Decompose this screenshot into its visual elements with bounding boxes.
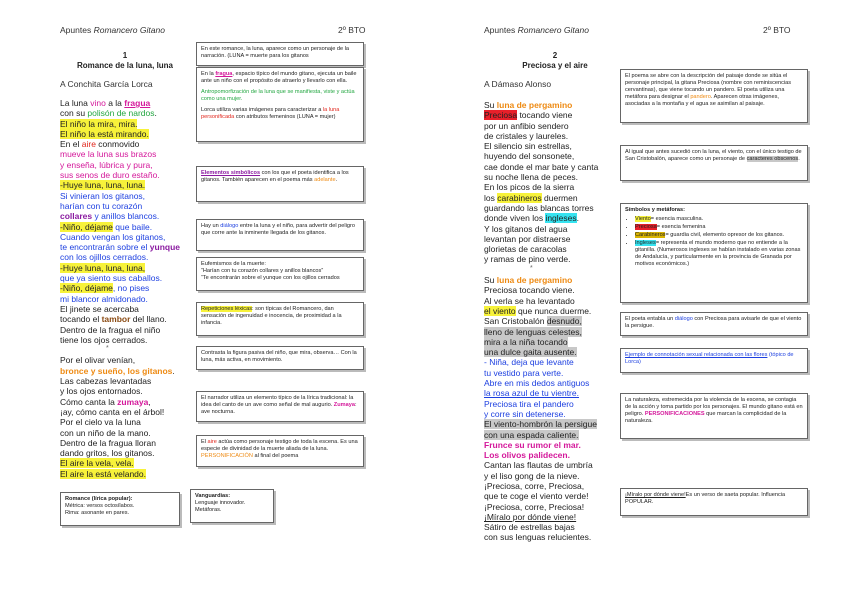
poem2-line [484, 172, 598, 182]
poem1-line-segment: dando gritos, los gitanos. [60, 448, 155, 459]
poem1-line [60, 448, 180, 458]
page2-header-right: 2º BTO [763, 25, 791, 35]
poem1-line-segment: del llano. [130, 314, 167, 325]
poem1-line-segment: que baile. [112, 221, 153, 232]
symbol-item [635, 216, 803, 223]
poem2-line [484, 193, 598, 203]
poem1-line [60, 222, 180, 232]
note-text: La naturaleza, estremecida por la violencia de la escena, se contagia de la acción y toma partido por los personajes. El mundo gitano está en peligro. [625, 397, 803, 417]
poem1-line-segment: Cómo canta la [60, 396, 118, 407]
poem2-line-segment: luna de pergamino [496, 275, 573, 286]
poem1-line-segment: Las cabezas levantadas [60, 376, 152, 387]
note-orange-text: PERSONIFICACIÓN [201, 453, 253, 459]
poem1-line-segment: -Niño, déjame [60, 283, 113, 294]
poem2-line-segment: Y los gitanos del agua [484, 223, 568, 234]
poem2-line [484, 131, 598, 141]
poem1-line-segment: . [154, 108, 157, 119]
poem1-line [60, 407, 180, 417]
poem1-line [60, 149, 180, 159]
poem1-line [60, 366, 180, 376]
poem1-line-segment: conmovido [95, 139, 140, 150]
poem1-line-segment: sus senos de duro estaño. [60, 170, 160, 181]
poem2-line-segment: Sátiro de estrellas bajas [484, 522, 575, 533]
symbol-item [635, 240, 803, 268]
poem1-line [60, 438, 180, 448]
symbol-item [635, 232, 803, 239]
poem2-line-segment: y el liso gong de la nieve. [484, 470, 580, 481]
poem2-line-segment: que te coge el viento verde! [484, 491, 589, 502]
poem2-line-segment: huyendo del sonsonete, [484, 151, 575, 162]
symbols-title: Símbolos y metáforas: [625, 207, 685, 213]
poem2-line-segment: En los picos de la sierra [484, 182, 575, 193]
page1-header-label: Apuntes [60, 25, 92, 35]
poem2-line [484, 337, 598, 347]
poem2-line [484, 100, 598, 110]
poem1-line [60, 397, 180, 407]
poem1-line-segment: harían con tu corazón [60, 200, 143, 211]
poem1-line-segment: yunque [149, 242, 181, 253]
poem1-line-segment: El niño la está mirando. [60, 128, 149, 139]
poem1-line [60, 458, 180, 468]
note-highlight: caracteres obscenos [746, 156, 799, 162]
romance-box-line1: Métrica: versos octosílabos. [65, 503, 135, 509]
note-text: “Harían con tu corazón collares y anillos blancos” [201, 268, 324, 274]
symbol-key: Viento [635, 216, 651, 222]
note-blue-text: Ejemplo de connotación sexual relacionada con las flores [625, 352, 768, 358]
poem1-line [60, 211, 180, 221]
poem1-line-segment: collares [60, 211, 93, 222]
note-text: “Te encontrarán sobre el yunque con los ojillos cerrados [201, 275, 340, 281]
poem1-line-segment: polisón de nardos [87, 108, 155, 119]
poem1-line [60, 304, 180, 314]
poem1-line-segment: La luna [60, 98, 91, 108]
poem1-line [60, 98, 180, 108]
note-keyword: Elementos simbólicos [201, 170, 261, 176]
poem1-line-segment: El aire la está velando. [60, 468, 146, 479]
note-blue-text: diálogo [220, 223, 239, 229]
poem2-line [484, 409, 598, 419]
note-2-5 [620, 348, 808, 373]
poem1-line-segment: . [172, 365, 175, 376]
poem2-line [484, 471, 598, 481]
poem2-line-segment: ¡Míralo por dónde viene! [484, 511, 577, 522]
poem2-line [484, 327, 598, 337]
poem2-line [484, 213, 598, 223]
poem2-line [484, 347, 598, 357]
poem2-line-segment: carabineros [497, 192, 542, 203]
note-text: En este romance, la luna, aparece como un personaje de la narración. (LUNA = muerte para los gitanos [201, 46, 350, 59]
poem1-line-segment: bronce y sueño, los gitanos [60, 365, 173, 376]
symbols-list [625, 216, 803, 268]
poem2-line-segment: * [530, 264, 533, 272]
poem1-line [60, 180, 180, 190]
poem2-line-segment: - Niña, deja que levante [484, 357, 574, 368]
poem2-line [484, 512, 598, 522]
poem1-line [60, 232, 180, 242]
note-keyword: ¡Míralo por dónde viene! [625, 492, 686, 498]
poem1-line-segment: -Huye luna, luna, luna, [60, 262, 146, 273]
poem2-line [484, 296, 598, 306]
note-text: : son típicas del Romancero, dan sensación de ingenuidad e inocencia, de proximidad a la infancia. [201, 306, 342, 326]
note-green-text: Antropomorfización de la luna que se manifiesta, viste y actúa como una mujer. [201, 89, 355, 102]
poem2-line [484, 502, 598, 512]
poem1-line-segment: y anillos blancos. [92, 211, 160, 222]
poem2-line [484, 460, 598, 470]
note-text: Contrasta la figura pasiva del niño, que mira, observa… Con la luna, más activa, en movimiento. [201, 350, 357, 363]
romance-box-title: Romance (lírica popular): [65, 496, 133, 502]
note-text: actúa como personaje testigo de toda la escena. Es una especie de divinidad de la muerte aliada de la luna. [201, 439, 358, 452]
poem2-line [484, 419, 598, 429]
poem2-line [484, 203, 598, 213]
poem1-line [60, 273, 180, 283]
note-2-2 [620, 145, 808, 181]
poem2-line-segment: ingleses [545, 213, 577, 224]
note-text: El [201, 439, 208, 445]
note-2-4 [620, 312, 808, 336]
poem1-line [60, 417, 180, 427]
note-orange-text: pandero [690, 94, 711, 100]
symbol-item [635, 224, 803, 231]
poem1-line-segment: te encontrarán sobre el [60, 242, 150, 253]
poem1-line-segment: y los ojos entornados. [60, 386, 143, 397]
poem1-line-segment: con los ojillos cerrados. [60, 252, 149, 263]
poem1-line [60, 160, 180, 170]
poem1-line-segment: Por el cielo va la luna [60, 417, 141, 428]
poem2-line [484, 399, 598, 409]
romance-box-line2: Rima: asonante en pares. [65, 510, 130, 516]
poem1-line-segment: El aire la vela, vela. [60, 458, 134, 469]
poem2-line-segment: El silencio sin estrellas, [484, 141, 572, 152]
poem2-line-segment: Cantan las flautas de umbría [484, 460, 593, 471]
symbol-value: = esencia masculina. [650, 216, 704, 222]
poem2-line-segment: ¡Preciosa, corre, Preciosa! [484, 501, 585, 512]
poem2-line [484, 357, 598, 367]
note-text: , espacio típico del mundo gitano, ejecuta un baile ante un niño con el propósito de atraerlo y llevarlo con ella. [201, 71, 357, 84]
note-1-4 [196, 219, 364, 251]
poem1-line [60, 263, 180, 273]
page2-title-block [490, 51, 620, 71]
note-highlight: Repeticiones léxicas [201, 306, 252, 312]
note-text: Lenguaje innovador. [195, 500, 246, 506]
poem2-line-segment: tu vestido para verte. [484, 367, 564, 378]
poem2-line-segment: desnudo, [546, 316, 582, 327]
poem1-line-segment: Cuando vengan los gitanos, [60, 231, 166, 242]
poem1-line [60, 242, 180, 252]
poem2-line-segment: con sus lenguas relucientes. [484, 532, 592, 543]
poem2-line-segment: Preciosa tocando viene. [484, 285, 575, 296]
poem2-line [484, 254, 598, 264]
poem1-line-segment: Dentro de la fragua el niño [60, 324, 161, 335]
poem1-line [60, 355, 180, 365]
note-keyword: Vanguardias: [195, 493, 231, 499]
poem1-line [60, 335, 180, 345]
note-text: entre la luna y el niño, para advertir del peligro que corre ante la inminente llegada de los gitanos. [201, 223, 355, 236]
poem2-line [484, 368, 598, 378]
poem2-line-segment: lleno de lenguas celestes, [484, 326, 582, 337]
page2-header-left [484, 25, 589, 35]
poem2-line [484, 440, 598, 450]
poem2-line-segment: Preciosa tira el pandero [484, 398, 574, 409]
poem1-line-segment: Dentro de la fragua lloran [60, 437, 156, 448]
poem1-line [60, 191, 180, 201]
poem2-line-segment: su noche llena de peces. [484, 172, 579, 183]
poem1-line [60, 252, 180, 262]
page1-header-left [60, 25, 165, 35]
poem1-line-segment: zumaya [117, 396, 149, 407]
note-text: El poeta entabla un [625, 316, 675, 322]
poem2-line-segment: guardando las blancas torres [484, 202, 594, 213]
poem2-line-segment: duermen [541, 192, 578, 203]
note-text: Lorca utiliza varias imágenes para caracterizar a [201, 107, 323, 113]
symbol-key: Carabineros [635, 232, 666, 238]
poem1-line-segment: mi blancor almidonado. [60, 293, 148, 304]
poem2-line [484, 522, 598, 532]
poem2-line [484, 162, 598, 172]
note-text: Eufemismos de la muerte: [201, 261, 266, 267]
poem2-line-segment: Preciosa [484, 110, 518, 121]
note-1-2 [196, 67, 364, 142]
poem2-line-segment: mira a la niña tocando [484, 336, 568, 347]
poem1-line [60, 325, 180, 335]
symbol-value: = esencia femenina [656, 224, 706, 230]
poem1-line-segment: -Huye luna, luna, luna. [60, 180, 146, 191]
poem2-line [484, 265, 598, 275]
note-text: que marcan la complicidad de la naturaleza. [625, 411, 787, 424]
note-text: Al igual que antes sucedió con la luna, el viento, con el único testigo de San Cristobalón, aparece como un personaje de [625, 149, 802, 162]
poem2-line-segment: por un anfibio sendero [484, 120, 569, 131]
note-text: Es un verso de saeta popular. Influencia POPULAR. [625, 492, 786, 505]
note-text: con atributos femeninos (LUNA = mujer) [234, 114, 336, 120]
poem1-line-segment: que ya siento sus caballos. [60, 273, 163, 284]
page1-dedication: A Conchita García Lorca [60, 79, 153, 89]
note-text: . Aparecen otras imágenes, asociadas a la montaña y el agua se asimilan al paisaje. [625, 94, 779, 107]
poem1-line-segment: vino [90, 98, 106, 108]
poem2-line-segment: Los olivos palidecen. [484, 450, 570, 461]
poem2-line-segment: Frunce su rumor el mar. [484, 439, 581, 450]
poem2-line [484, 285, 598, 295]
poem2-line [484, 430, 598, 440]
page2-header-italic: Romancero Gitano [517, 25, 589, 35]
symbol-key: Preciosa [635, 224, 657, 230]
note-text: El poema se abre con la descripción del paisaje donde se sitúa el personaje principal, la gitana Preciosa (nombre con reminiscencias cervantinas), que viene tocando un pandero. El poeta utiliza una metáfora para designar el [625, 73, 792, 100]
page2-dedication: A Dámaso Alonso [484, 79, 552, 89]
poem1-line-segment: fragua [124, 98, 151, 108]
poem1-line [60, 108, 180, 118]
page2-number: 2 [552, 51, 558, 60]
poem2-line-segment: San Cristobalón [484, 316, 547, 327]
page1-header-right: 2º BTO [338, 25, 366, 35]
poem2-line [484, 110, 598, 120]
poem1-line-segment: Por el olivar venían, [60, 355, 136, 366]
poem2-line-segment: tocando viene [517, 110, 573, 121]
poem2-line-segment: Al verla se ha levantado [484, 295, 575, 306]
poem1-line-segment: tambor [101, 314, 131, 325]
poem2-line-segment: levantan por distraerse [484, 233, 571, 244]
poem1-line-segment: con un niño de la mano. [60, 427, 151, 438]
poem1-line-segment: * [106, 345, 109, 353]
note-1-9 [196, 435, 364, 467]
poem2-line-segment: cae donde el mar bate y canta [484, 161, 599, 172]
poem2-line-segment: . [576, 213, 579, 224]
poem2-line [484, 532, 598, 542]
poem2-line [484, 450, 598, 460]
poem1-line-segment: tocando el [60, 314, 102, 325]
note-text: El narrador utiliza un elemento típico de la lírica tradicional: la idea del canto de un ave como señal de mal augurio. [201, 395, 354, 408]
note-blue-text: diálogo [674, 316, 693, 322]
poem1-line [60, 129, 180, 139]
poem2-line [484, 481, 598, 491]
poem2-line [484, 306, 598, 316]
note-1-3 [196, 166, 364, 202]
poem1-line [60, 294, 180, 304]
poem2-line-segment: El viento-hombrón la persigue [484, 419, 597, 430]
note-2-7 [620, 488, 808, 516]
symbol-value: = guardia civil, elemento opresor de los gitanos. [665, 232, 785, 238]
poem2-line [484, 234, 598, 244]
poem2-line [484, 275, 598, 285]
page1-title: Romance de la luna, luna [76, 61, 174, 70]
poem2-line [484, 224, 598, 234]
symbol-value: = representa el mundo moderno que no entiende a la gitanilla. (Numerosos ingleses se habían instalado en varias zonas de Andalucía, y particularmente en la provincia de Granada por motivos económicos.) [635, 240, 801, 267]
poem1-line-segment: ¡ay, cómo canta en el árbol! [60, 406, 165, 417]
poem1-line-segment: El jinete se acercaba [60, 303, 139, 314]
poem1-line-segment: , no pises [112, 283, 150, 294]
note-1-8 [196, 391, 364, 422]
note-text: . [798, 156, 800, 162]
poem2-line-segment: glorietas de caracolas [484, 244, 567, 255]
poem2-line-segment: los [484, 192, 498, 203]
poem1-line [60, 119, 180, 129]
poem1-line-segment: a la [105, 98, 125, 108]
poem1-line-segment: y enseña, lúbrica y pura, [60, 159, 153, 170]
poem2-line [484, 121, 598, 131]
note-keyword: Zumaya [333, 402, 355, 408]
page1-number: 1 [122, 51, 128, 60]
note-text: al final del poema [252, 453, 299, 459]
poem2-line-segment: una dulce gaita ausente. [484, 347, 577, 358]
note-text: En la [201, 71, 216, 77]
poem1-line [60, 428, 180, 438]
note-2-6 [620, 393, 808, 439]
poem2-line [484, 316, 598, 326]
poem2-line-segment: luna de pergamino [496, 100, 573, 110]
page2-title: Preciosa y el aire [522, 61, 588, 70]
poem2-line-segment: y ramas de pino verde. [484, 254, 571, 265]
poem1-line-segment: -Niño, déjame [60, 221, 113, 232]
note-2-1 [620, 69, 808, 123]
page1-romance-box [60, 492, 180, 526]
note-1-7 [196, 346, 364, 370]
poem1-line [60, 314, 180, 324]
poem1-line-segment: mueve la luna sus brazos [60, 149, 157, 160]
note-1-6 [196, 302, 364, 336]
note-blue-text: (tópico de Lorca) [625, 352, 794, 365]
note-1-5 [196, 257, 364, 291]
page1-header-italic: Romancero Gitano [93, 25, 165, 35]
poem2-line-segment: ¡Preciosa, corre, Preciosa, [484, 480, 585, 491]
poem2-line [484, 491, 598, 501]
note-red-text: aire [207, 439, 217, 445]
poem1-line [60, 170, 180, 180]
note-text: Metáforas. [195, 507, 222, 513]
page2-poem [484, 100, 598, 543]
poem1-line [60, 469, 180, 479]
poem2-line-segment: de cristales y laureles. [484, 130, 569, 141]
poem1-line [60, 139, 180, 149]
poem2-line-segment: el viento [484, 305, 516, 316]
poem1-line [60, 345, 180, 355]
poem2-line-segment: y corre sin detenerse. [484, 408, 566, 419]
note-text: con Preciosa para avisarle de que el viento la persigue. [625, 316, 802, 329]
poem2-line [484, 388, 598, 398]
poem1-line-segment: En el [60, 139, 82, 150]
poem2-line [484, 182, 598, 192]
page1-poem [60, 98, 180, 479]
poem2-line [484, 151, 598, 161]
poem1-line-segment: , [148, 396, 151, 407]
poem1-line-segment: aire [81, 139, 96, 150]
poem1-line-segment: tiene los ojos cerrados. [60, 334, 148, 345]
poem1-line-segment: El niño la mira, mira. [60, 118, 138, 129]
note-keyword: fragua [215, 71, 233, 77]
poem1-line [60, 283, 180, 293]
note-2-3 [620, 203, 808, 303]
note-orange-text: adelante [314, 177, 336, 183]
note-1-10 [190, 489, 274, 523]
poem1-line [60, 201, 180, 211]
poem2-line-segment: donde viven los [484, 213, 546, 224]
poem2-line-segment: con una espada caliente. [484, 429, 579, 440]
note-red-text: la luna personificada [201, 107, 340, 120]
note-text: con los que el poeta identifica a los gitanos. También aparecen en el poema más [201, 170, 349, 183]
poem2-line-segment: que nunca duerme. [515, 305, 592, 316]
poem1-line-segment: con su [60, 108, 88, 119]
poem1-line-segment: Si vinieran los gitanos, [60, 190, 146, 201]
poem1-line [60, 376, 180, 386]
poem2-line [484, 244, 598, 254]
poem2-line-segment: Abre en mis dedos antiguos [484, 378, 590, 389]
page1-title-block [60, 51, 190, 71]
note-1-1 [196, 42, 364, 66]
note-text: . [335, 177, 338, 183]
symbol-key: Ingleses [635, 240, 656, 246]
poem1-line [60, 386, 180, 396]
note-keyword: PERSONIFICACIONES [644, 411, 705, 417]
poem2-line [484, 378, 598, 388]
poem2-line-segment: Su [484, 275, 497, 286]
poem2-line [484, 141, 598, 151]
page2-header-label: Apuntes [484, 25, 516, 35]
poem2-line-segment: la rosa azul de tu vientre. [484, 388, 579, 399]
note-text: Hay un [201, 223, 221, 229]
note-text: : ave nocturna. [201, 402, 357, 415]
poem2-line-segment: Su [484, 100, 497, 110]
